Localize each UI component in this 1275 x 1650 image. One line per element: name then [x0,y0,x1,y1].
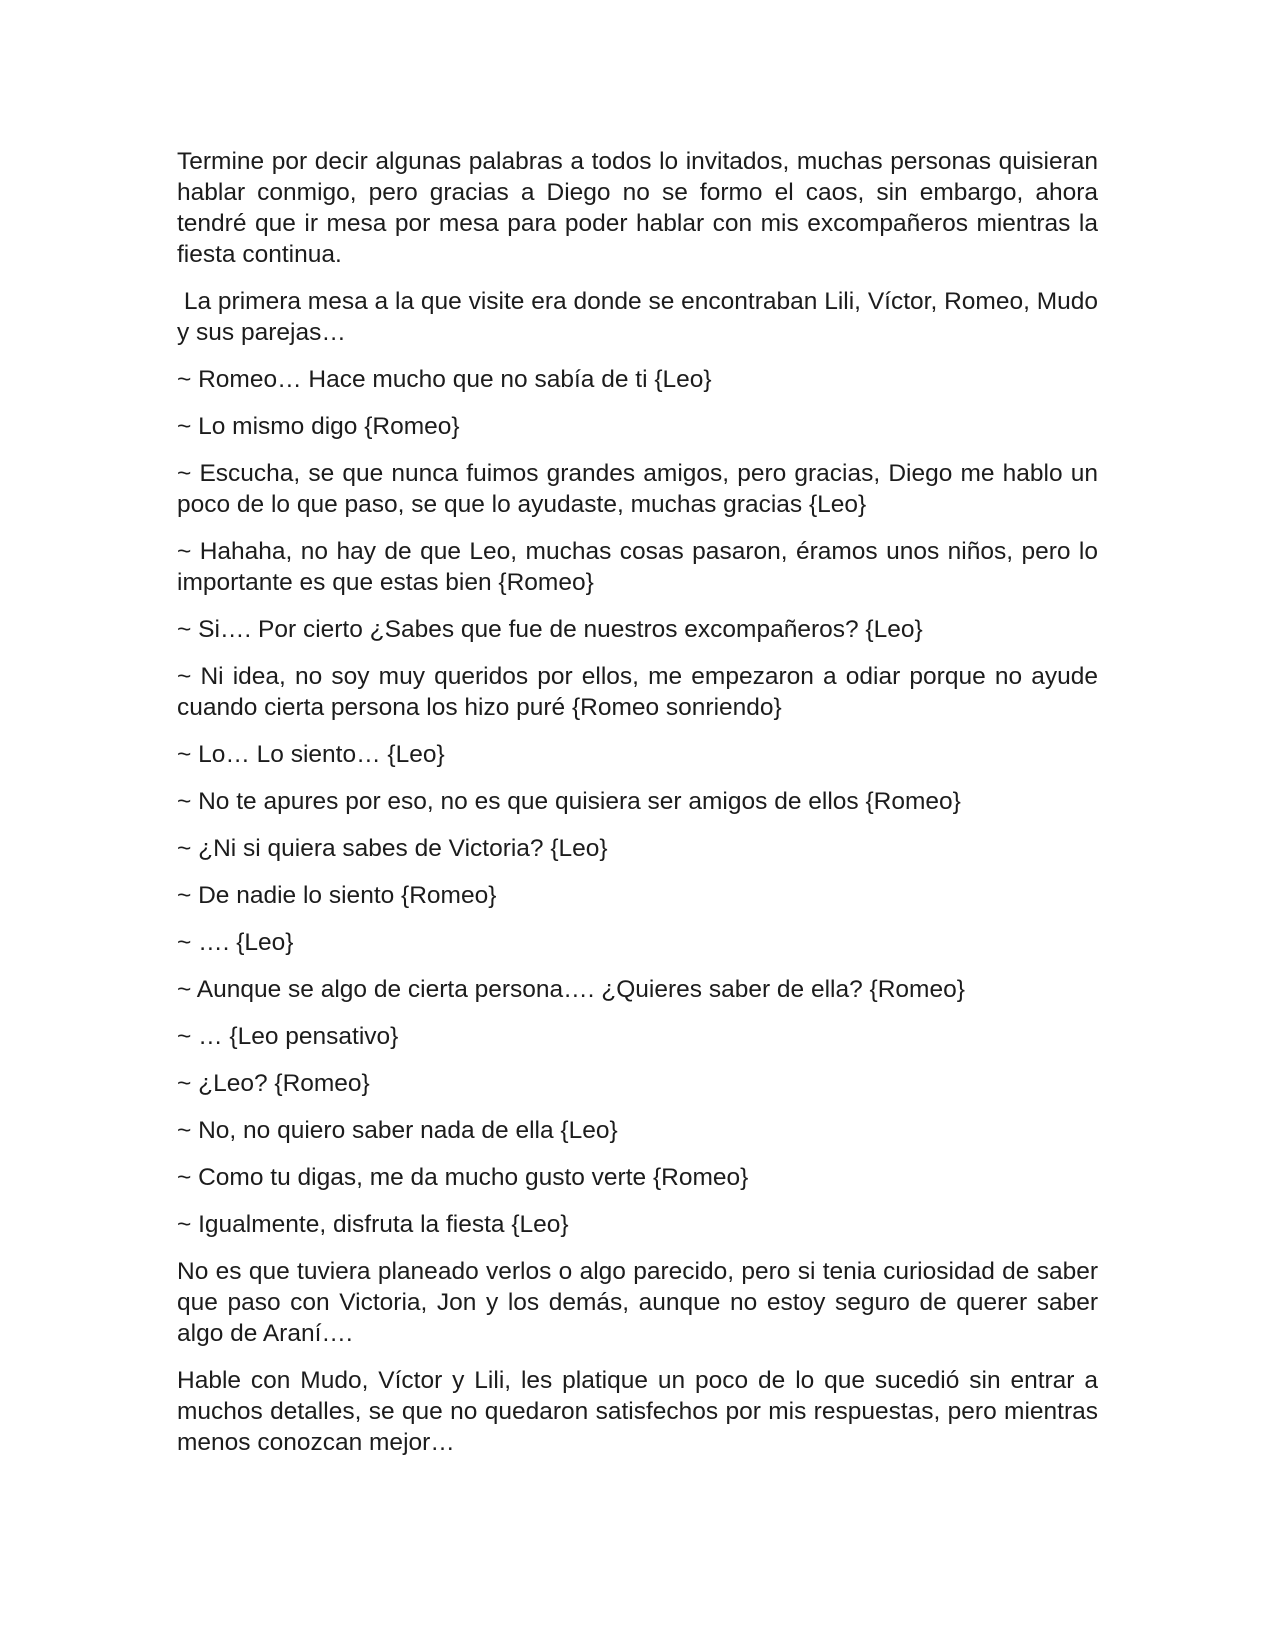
dialogue-line-4: ~ Hahaha, no hay de que Leo, muchas cosas pasaron, éramos unos niños, pero lo importante es que estas bien {Romeo} [177,538,1098,596]
dialogue-line-3: ~ Escucha, se que nunca fuimos grandes amigos, pero gracias, Diego me hablo un poco de lo que paso, se que lo ayudaste, muchas gracias {Leo} [177,460,1098,518]
dialogue-line-1: ~ Romeo… Hace mucho que no sabía de ti {Leo} [177,366,712,393]
dialogue-line-12: ~ Aunque se algo de cierta persona…. ¿Quieres saber de ella? {Romeo} [177,976,965,1003]
paragraph-1: Termine por decir algunas palabras a todos lo invitados, muchas personas quisieran hablar conmigo, pero gracias a Diego no se formo el caos, sin embargo, ahora tendré que ir mesa por mesa para poder hablar con mis excompañeros mientras la fiesta continua. [177,148,1098,268]
dialogue-line-6: ~ Ni idea, no soy muy queridos por ellos, me empezaron a odiar porque no ayude cuando cierta persona los hizo puré {Romeo sonriendo} [177,663,1098,721]
dialogue-line-10: ~ De nadie lo siento {Romeo} [177,882,497,909]
document-body [177,146,1105,1474]
paragraph-2: La primera mesa a la que visite era donde se encontraban Lili, Víctor, Romeo, Mudo y sus parejas… [177,288,1105,346]
dialogue-line-2: ~ Lo mismo digo {Romeo} [177,413,460,440]
dialogue-line-17: ~ Igualmente, disfruta la fiesta {Leo} [177,1211,569,1238]
dialogue-line-5: ~ Si…. Por cierto ¿Sabes que fue de nuestros excompañeros? {Leo} [177,616,923,643]
dialogue-line-7: ~ Lo… Lo siento… {Leo} [177,741,445,768]
dialogue-line-14: ~ ¿Leo? {Romeo} [177,1070,370,1097]
paragraph-3: No es que tuviera planeado verlos o algo parecido, pero si tenia curiosidad de saber que paso con Victoria, Jon y los demás, aunque no estoy seguro de querer saber algo de Araní…. [177,1258,1098,1347]
dialogue-line-15: ~ No, no quiero saber nada de ella {Leo} [177,1117,618,1144]
dialogue-line-11: ~ …. {Leo} [177,929,294,956]
dialogue-line-16: ~ Como tu digas, me da mucho gusto verte {Romeo} [177,1164,749,1191]
paragraph-4: Hable con Mudo, Víctor y Lili, les platique un poco de lo que sucedió sin entrar a muchos detalles, se que no quedaron satisfechos por mis respuestas, pero mientras menos conozcan mejor… [177,1367,1098,1456]
dialogue-line-8: ~ No te apures por eso, no es que quisiera ser amigos de ellos {Romeo} [177,788,961,815]
dialogue-line-9: ~ ¿Ni si quiera sabes de Victoria? {Leo} [177,835,608,862]
dialogue-line-13: ~ … {Leo pensativo} [177,1023,399,1050]
